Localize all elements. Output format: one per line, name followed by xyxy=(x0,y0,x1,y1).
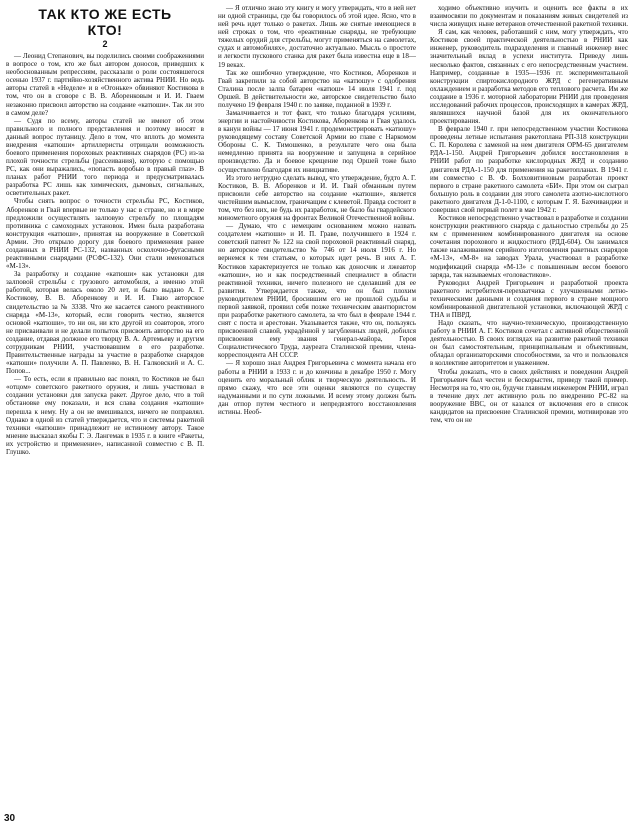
paragraph: ходимо объективно изучить и оценить все факты в их взаимосвязи по документам и показаниям живых свидетелей из числа живущих ныне ветеранов отечественной ракетной техники. xyxy=(430,4,628,29)
page-number: 30 xyxy=(4,813,16,824)
paragraph: — Думаю, что с немецким основанием можно назвать создателем «катюши» и И. П. Граве, получившего в 1924 г. советский патент № 122 на свой пороховой реактивный снаряд, но авторское свидетельство № 746 от 14 июля 1916 г. Но вернемся к тем статьям, о которых идет речь. В них А. Г. Костиков характеризуется не только как доносчик и лжеавтор «катюши», но и как посредственный специалист в области реактивной техники, ничего полезного не сделавший для ее развития. Утверждается также, что он был плохим руководителем РНИИ, бросившим его не прошлой судьбы и первой заявкой, проявил себя позже техническим авантюристом при разработке ракетного самолета, за что был в феврале 1944 г. снят с поста и арестован. Указывается также, что он, пользуясь присвоенной славой, украдённой у загубленных людей, добился присвоения ему звания генерал-майора, Героя Социалистического Труда, лауреата Сталинской премии, члена-корреспондента АН СССР. xyxy=(218,222,416,360)
paragraph: Чтобы доказать, что в своих действиях и поведении Андрей Григорьевич был честен и бескорыстен, приведу такой пример. Несмотря на то, что он, будучи главным инженером РНИИ, играл в течение двух лет активную роль по внедрению РС-82 на вооружение ВВС, он от казался от включения его в список кандидатов на присвоение Сталинской премии, мотивировав это тем, что он не xyxy=(430,367,628,424)
paragraph: — Леонид Степанович, вы поделились своими соображениями в вопросе о том, кто же был автором доносов, приведших к необоснованным репрессиям, рассказали о роли состоявшегося осенью 1937 г. партийно-хозяйственного актива РНИИ. Но ведь авторы статей в «Неделе» и в «Огоньке» обвиняют Костикова в том, что он в сговоре с В. В. Абоpенковым и И. И. Гваем незаконно присвоил авторство на создание «катюши». Так ли это в самом деле? xyxy=(6,52,204,117)
paragraph: В феврале 1940 г. при непосредственном участии Костикова проведены летные испытания ракетоплана РП-318 конструкции С. П. Королева с заменой на нем двигателя ОРМ-65 двигателем РДА-1-150. Андрей Григорьевич добился восстановления в РНИИ работ по разработке кислородных ЖРД и созданию двигателя РДА-1-150 для применения на ракетопланах. В 1941 г. им совместно с В. Ф. Болховитиновым разработан проект первого в стране ракетного самолета «БИ». При этом он сыграл большую роль в создании для этого самолета азотно-кислотного ракетного двигателя Д-1-0-1100, с которым Г. Я. Бахчиванджи и совершил свой первый полет в мае 1942 г. xyxy=(430,125,628,214)
column-2 xyxy=(218,4,416,812)
paragraph: — Я отлично знаю эту книгу и могу утверждать, что в ней нет ни одной страницы, где бы говорилось об этой идее. Ясно, что в ней речь идет только о ракетах. Лишь же снятые имеющиеся в ней строках о том, что «реактивные снаряды, не требующие тяжелых орудий для стрельбы, могут применяться на самолетах, судах и автомобилях», достаточно актуально. Мысль о простоте и легкости пускового станка для ракет была известна еще в 18—19 веках. xyxy=(218,4,416,69)
title-line-1: ТАК КТО ЖЕ ЕСТЬ xyxy=(38,6,172,22)
title-line-2: КТО! xyxy=(87,22,123,38)
paragraph: — То есть, если я правильно вас понял, то Костиков не был «отцом» советского ракетного оружия, и лишь участвовал в создании установки для запуска ракет. Другое дело, что в той обстановке ему показали, и вся слава создания «катюши» перешла к нему. Ну а он не вмешивался, ничего не поправлял. Однако в одной из статей утверждается, что и системы ракетной техники «катюши» принадлежит не истинному автору. Такое мнение высказал якобы Г. Э. Лангемак в 1935 г. в книге «Ракеты, их устройство и применение», написанной совместно с В. П. Глушко. xyxy=(6,375,204,456)
column-3 xyxy=(430,4,628,812)
magazine-page xyxy=(6,4,634,812)
article-title xyxy=(6,6,204,38)
column-1 xyxy=(6,4,204,812)
paragraph: Из этого нетрудно сделать вывод, что утверждение, будто А. Г. Костиков, В. В. Абоpенков и И. И. Гвай обманным путем присвоили себе авторство на создание «катюши», является чистейшим вымыслом, граничащим с клеветой. Правда состоит в том, что без них, не будь их разработок, не было бы гвардейского минометного оружия на фронтах Великой Отечественной войны. xyxy=(218,173,416,223)
section-number: 2 xyxy=(102,39,108,49)
paragraph: — Я хорошо знал Андрея Григорьевича с момента начала его работы в РНИИ в 1933 г. и до кончины в декабре 1950 г. Могу оценить его моральный облик и творческую деятельность. И прямо скажу, что все эти оценки являются по существу надуманными и по сути ложными. И всему этому должен быть дан отпор путем честного и непредвзятого восстановления истины. Необ- xyxy=(218,359,416,416)
paragraph: Костиков непосредственно участвовал в разработке и создании конструкции реактивного снаряда с дальностью стрельбы до 25 км с применением комбинированного двигателя на основе сочетания порохового и жидкостного (РДД-604). Он занимался также налаживанием серийного изготовления ракетных снарядов «М-13», «М-8» на заводах Урала, участвовал в разработке модификаций снаряда «М-13» с повышенным весом боевого заряда, так называемых «головастиков». xyxy=(430,214,628,279)
paragraph: — Судя по всему, авторы статей не имеют об этом правильного и полного представления и поэтому вносят в данный вопрос путаницу. Дело в том, что вплоть до момента внедрения «катюши» артиллеристы отрицали возможность боевого применения пороховых реактивных снарядов (РС) из-за плохой точности стрельбы (рассеивания), которую с помощью РС, как они выражались, «попасть воробью в правый глаз». В планах работ РНИИ того периода и предусматривалась разработка РС лишь как химических, дымовых, сигнальных, осветительных ракет. xyxy=(6,116,204,198)
paragraph: Замалчивается и тот факт, что только благодаря усилиям, энергии и настойчивости Костикова, Абоpенкова и Гвая удалось в канун войны — 17 июня 1941 г. продемонстрировать «катюшу» руководящему составу Советской Армии во главе с Наркомом Обороны С. К. Тимошенко, в результате чего она была немедленно принята на вооружение и запущена в серийное производство. Да и боевое крещение под Оршей тоже было осуществлено благодаря их инициативе. xyxy=(218,109,416,174)
paragraph: Я сам, как человек, работавший с ним, могу утверждать, что Костиков своей практической деятельностью в РНИИ как инженер, руководитель подразделения и главный инженер внес значительный вклад в успехи института. Приведу лишь несколько фактов, связанных с его непосредственным участием. Например, созданные в 1935—1936 гг. экспериментальной конструкции спиртокислородного ЖРД с регенеративным охлаждением и разработка методов его теплового расчета. Им же создание в 1936 г. моторной лаборатории РНИИ для проведения исследований рабочих процессов, происходящих в камерах ЖРД, являвшихся научной базой для их окончательного проектирования. xyxy=(430,28,628,126)
paragraph: Так же ошибочно утверждение, что Костиков, Абоpенков и Гвай закрепили за собой авторство на «катюшу» с одобрения Сталина после залпа батареи «катюш» 14 июля 1941 г. под Оршей. В действительности же, авторское свидетельство было получено 19 февраля 1940 г. по заявке, поданной в 1939 г. xyxy=(218,68,416,109)
paragraph: Надо сказать, что научно-техническую, производственную работу в РНИИ А. Г. Костиков сочетал с активной общественной деятельностью. В своих взглядах на развитие ракетной техники он был самостоятельным, принципиальным и объективным, обладал организаторскими способностями, за что и пользовался в коллективе авторитетом и уважением. xyxy=(430,319,628,368)
paragraph: За разработку и создание «катюши» как установки для залповой стрельбы с грузового автомобиля, а именно этой работой, которая велась около 20 лет, и было выдано А. Г. Костикову, В. В. Абоpенкову и И. И. Гваю авторское свидетельство за № 3338. Что же касается самого реактивного снаряда «М-13», который, если говорить честно, является основой «катюши», то ни он, ни кто другой из соавторов, этого не присваивали и не делали попыток присвоить авторство на его создание, отдавая должное его творцу В. А. Артемьеву и другим сотрудникам РНИИ, участвовавшим в его разработке. Правительственные награды за участие в разработке снарядов «катюши» получили А. П. Павленко, В. Н. Галковский и А. С. Попов... xyxy=(6,270,204,376)
paragraph: Чтобы снять вопрос о точности стрельбы РС, Костиков, Абоpенков и Гвай впервые не только у нас в стране, но и в мире предложили осуществлять залповую стрельбу по площадям противника с самоходных установок. Имен была разработана конструкция «катюши», принятая на вооружение в Советской Армии. Это открыло дорогу для боевого применения ранее созданных в РНИИ РС-132, названных осколочно-фугасными реактивными снарядами (РСФС-132). Они стали именоваться «М-13». xyxy=(6,197,204,271)
paragraph: Руководил Андрей Григорьевич и разработкой проекта ракетного истребителя-перехватчика с улучшенными летно-техническими данными и создания первого в стране мощного комбинированной двигательной установки, включающей ЖРД с ТНА и ПВРД. xyxy=(430,278,628,319)
